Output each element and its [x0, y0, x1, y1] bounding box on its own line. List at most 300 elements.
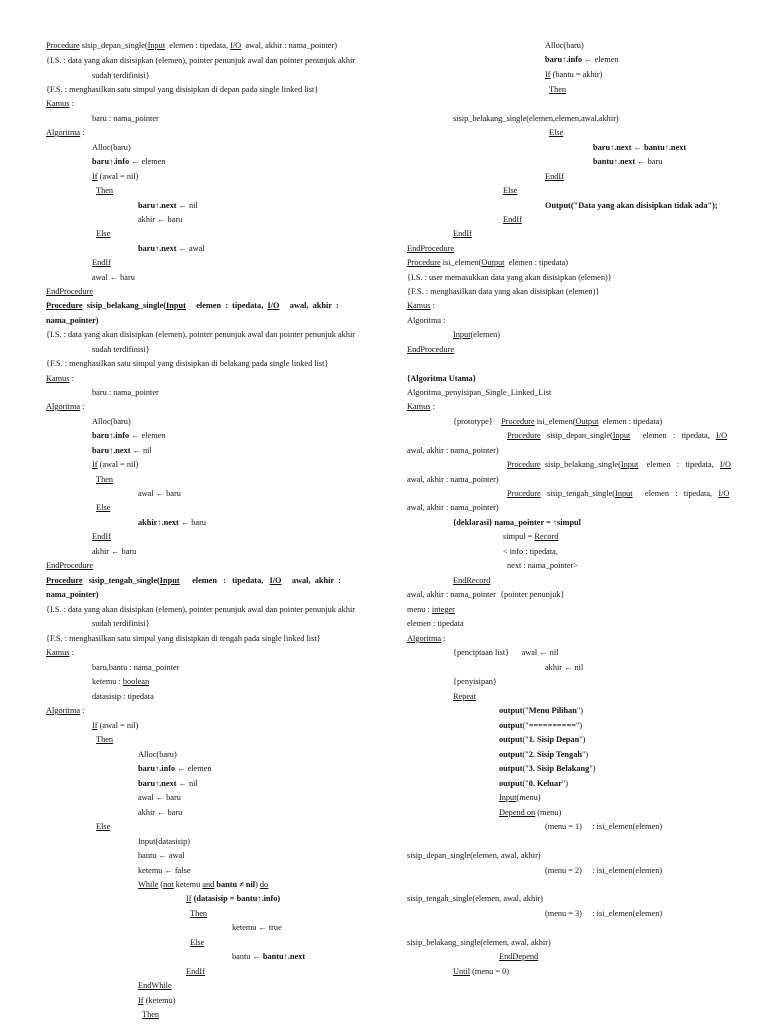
text-segment: ← nil: [176, 201, 198, 210]
left-column-line: [92, 157, 166, 167]
text-segment: ← nil: [130, 446, 152, 455]
right-column-line: [407, 244, 454, 254]
left-column-line: [138, 793, 181, 803]
text-segment: awal, akhir : nama_pointer): [407, 475, 499, 484]
text-segment: Kamus: [46, 374, 70, 383]
text-segment: output: [499, 750, 523, 759]
text-segment: :: [69, 99, 74, 108]
text-segment: sisip_belakang_single(elemen,elemen,awal,akhir): [453, 114, 619, 123]
text-segment: elemen : tipedata,: [185, 301, 268, 310]
text-segment: akhir ← nil: [545, 663, 584, 672]
text-segment: baru,bantu : nama_pointer: [92, 663, 180, 672]
text-segment: boolean: [122, 677, 150, 686]
left-column-line: [92, 692, 154, 702]
text-segment: If: [92, 721, 98, 730]
right-column-line: [545, 41, 584, 51]
right-column-line: [503, 547, 558, 557]
text-segment: elemen : tipedata): [504, 258, 569, 267]
text-segment: {F.S. : menghasilkan satu simpul yang disisipkan di depan pada single linked list}: [46, 85, 319, 94]
right-column-line: [407, 446, 499, 456]
right-column-line: [407, 590, 565, 600]
text-segment: sisip_depan_single(: [540, 431, 613, 440]
text-segment: sisip_tengah_single(: [540, 489, 616, 498]
text-segment: 2. Sisip Tengah: [528, 750, 582, 759]
left-column-line: [138, 764, 212, 774]
text-segment: Menu Pilihan: [528, 706, 577, 715]
right-column-line: [545, 55, 619, 65]
text-segment: ← awal: [176, 244, 205, 253]
text-segment: Output("Data yang akan disisipkan tidak ada");: [545, 201, 718, 210]
text-segment: :: [80, 128, 85, 137]
text-segment: ketemu: [173, 880, 203, 889]
text-segment: baru↑.next: [138, 779, 177, 788]
text-segment: Algoritma: [46, 706, 81, 715]
text-segment: Repeat: [453, 692, 477, 701]
right-column-line: [453, 677, 497, 687]
left-column-line: [92, 345, 150, 355]
right-column-line: [545, 909, 662, 919]
text-segment: (": [522, 779, 529, 788]
text-segment: If: [92, 460, 98, 469]
left-column-line: [92, 547, 136, 557]
right-column-line: [407, 634, 446, 644]
text-segment: elemen : tipedata,: [165, 41, 231, 50]
right-column-line: [499, 764, 595, 774]
text-segment: output: [499, 764, 523, 773]
text-segment: sudah terdifinisi}: [92, 71, 150, 80]
text-segment: EndIf: [92, 258, 111, 267]
text-segment: ): [255, 880, 260, 889]
text-segment: elemen : tipedata,: [632, 489, 719, 498]
right-column-line: [453, 417, 662, 427]
text-segment: Then: [96, 475, 114, 484]
left-column-line: [92, 677, 149, 687]
left-column-line: [92, 417, 131, 427]
text-segment: sisip_depan_single(: [79, 41, 148, 50]
right-column-line: [407, 475, 499, 485]
text-segment: Record: [534, 532, 559, 541]
right-column-line: [507, 561, 578, 571]
text-segment: (awal = nil): [97, 721, 139, 730]
text-segment: "): [581, 750, 589, 759]
right-column-line: [407, 402, 435, 412]
text-segment: not: [163, 880, 174, 889]
right-column-line: [407, 273, 612, 283]
text-segment: Then: [190, 909, 208, 918]
text-segment: 3. Sisip Belakang: [528, 764, 590, 773]
text-segment: awal, akhir : nama_pointer): [407, 503, 499, 512]
text-segment: EndProcedure: [407, 244, 454, 253]
text-segment: Output: [575, 417, 599, 426]
right-column-line: [407, 345, 454, 355]
left-column-line: [138, 981, 172, 991]
left-column-line: [138, 750, 177, 760]
right-column-line: [407, 605, 455, 615]
left-column-line: [186, 967, 205, 977]
right-column-line: [549, 128, 563, 138]
right-column-line: [407, 894, 543, 904]
text-segment: EndProcedure: [46, 561, 93, 570]
text-segment: Algoritma: [407, 634, 442, 643]
text-segment: "): [589, 764, 596, 773]
left-column-line: [138, 996, 176, 1006]
text-segment: Output: [481, 258, 505, 267]
right-column-line: [499, 779, 568, 789]
text-segment: Alloc(baru): [138, 750, 177, 759]
text-segment: EndWhile: [138, 981, 172, 990]
right-column-line: [453, 648, 558, 658]
left-column-line: [46, 648, 74, 658]
text-segment: bantu ≠ nil: [216, 880, 256, 889]
text-segment: Input(datasisip): [138, 837, 191, 846]
text-segment: akhir↑.next: [138, 518, 179, 527]
left-column-line: [92, 273, 135, 283]
left-column-line: [92, 663, 179, 673]
text-segment: EndRecord: [453, 576, 491, 585]
text-segment: {deklarasi} nama_pointer = ↑simpul: [453, 518, 581, 527]
text-segment: Input: [612, 431, 631, 440]
right-column-line: [545, 201, 718, 211]
text-segment: sisip_belakang_single(: [82, 301, 167, 310]
left-column-line: [46, 330, 355, 340]
text-segment: output: [499, 735, 523, 744]
text-segment: bantu↑.next: [643, 143, 687, 152]
text-segment: Input: [499, 793, 517, 802]
text-segment: {F.S. : menghasilkan satu simpul yang disisipkan di belakang pada single linked list}: [46, 359, 329, 368]
text-segment: Else: [190, 938, 205, 947]
right-column-line: [545, 822, 662, 832]
text-segment: nama_pointer): [46, 590, 99, 599]
text-segment: awal ← baru: [138, 793, 181, 802]
text-segment: I/O: [716, 431, 728, 440]
right-column-line: [549, 85, 566, 95]
left-column-line: [46, 706, 85, 716]
text-segment: ← elemen: [129, 157, 166, 166]
left-column-line: [46, 576, 341, 586]
text-segment: If: [138, 996, 144, 1005]
text-segment: EndProcedure: [407, 345, 454, 354]
right-column-line: [545, 172, 564, 182]
text-segment: Then: [142, 1010, 160, 1019]
right-column-line: [453, 229, 472, 239]
left-column-line: [138, 489, 181, 499]
left-column-line: [138, 779, 198, 789]
text-segment: EndIf: [453, 229, 472, 238]
left-column-line: [92, 388, 159, 398]
text-segment: {I.S. : data yang akan disisipkan (elemen), pointer penunjuk awal dan pointer penunjuk akhir: [46, 56, 356, 65]
text-segment: nama_pointer): [46, 316, 99, 325]
text-segment: menu :: [407, 605, 432, 614]
text-segment: Kamus: [407, 402, 431, 411]
text-segment: Input: [615, 489, 633, 498]
text-segment: isi_elemen(: [440, 258, 482, 267]
left-column-line: [46, 301, 339, 311]
text-segment: sudah terdifinisi}: [92, 345, 150, 354]
text-segment: EndIf: [503, 215, 522, 224]
left-column-line: [96, 229, 110, 239]
text-segment: baru↑.next: [138, 244, 177, 253]
text-segment: If: [545, 70, 551, 79]
text-segment: Input: [453, 330, 471, 339]
left-column-line: [92, 619, 150, 629]
left-column-line: [46, 41, 337, 51]
right-column-line: [407, 316, 445, 326]
text-segment: (bantu = akhir): [550, 70, 603, 79]
text-segment: EndDepend: [499, 952, 539, 961]
text-segment: sisip_belakang_single(elemen, awal, akhir): [407, 938, 551, 947]
text-segment: isi_elemen(: [534, 417, 576, 426]
text-segment: integer: [431, 605, 455, 614]
right-column-line: [407, 851, 541, 861]
right-column-line: [499, 808, 561, 818]
left-column-line: [92, 446, 152, 456]
text-segment: If: [186, 894, 192, 903]
text-segment: 1. Sisip Depan: [528, 735, 580, 744]
text-segment: :: [430, 402, 435, 411]
text-segment: Else: [96, 822, 111, 831]
text-segment: (menu = 1) : isi_elemen(elemen): [545, 822, 663, 831]
text-segment: akhir ← baru: [138, 215, 183, 224]
text-segment: Procedure: [46, 576, 83, 585]
text-segment: Procedure: [507, 431, 541, 440]
right-column-line: [499, 735, 585, 745]
text-segment: < info : tipedata,: [503, 547, 558, 556]
left-column-line: [46, 590, 99, 600]
text-segment: baru↑.info: [92, 157, 130, 166]
left-column-line: [92, 431, 166, 441]
text-segment: akhir ← baru: [138, 808, 183, 817]
text-segment: sisip_belakang_single(: [540, 460, 621, 469]
right-column-line: [453, 114, 619, 124]
right-column-line: [407, 388, 551, 398]
text-segment: (awal = nil): [97, 460, 139, 469]
text-segment: ← elemen: [582, 55, 619, 64]
text-segment: Algoritma: [46, 128, 81, 137]
left-column-line: [46, 402, 85, 412]
left-column-line: [138, 851, 185, 861]
text-segment: sisip_tengah_single(: [82, 576, 160, 585]
text-segment: ketemu :: [92, 677, 123, 686]
right-column-line: [453, 330, 500, 340]
text-segment: Input: [147, 41, 166, 50]
right-column-line: [503, 186, 517, 196]
text-segment: baru : nama_pointer: [92, 388, 159, 397]
text-segment: awal, akhir : nama_pointer): [241, 41, 338, 50]
text-segment: next : nama_pointer>: [507, 561, 579, 570]
text-segment: I/O: [230, 41, 242, 50]
text-segment: Depend on: [499, 808, 536, 817]
text-segment: EndIf: [545, 172, 564, 181]
right-column-line: [407, 619, 464, 629]
left-column-line: [142, 1010, 159, 1020]
text-segment: Procedure: [501, 417, 535, 426]
text-segment: Kamus: [46, 648, 70, 657]
text-segment: (awal = nil): [97, 172, 139, 181]
text-segment: Alloc(baru): [92, 417, 131, 426]
text-segment: baru : nama_pointer: [92, 114, 159, 123]
text-segment: Then: [549, 85, 567, 94]
text-segment: :: [430, 301, 435, 310]
text-segment: Then: [96, 735, 114, 744]
text-segment: awal ← baru: [138, 489, 181, 498]
text-segment: {I.S. : data yang akan disisipkan (elemen), pointer penunjuk awal dan pointer penunjuk akhir: [46, 605, 356, 614]
text-segment: baru↑.next: [593, 143, 632, 152]
text-segment: {I.S. : data yang akan disisipkan (elemen), pointer penunjuk awal dan pointer penunjuk akhir: [46, 330, 356, 339]
left-column-line: [92, 172, 138, 182]
left-column-line: [92, 258, 111, 268]
left-column-line: [138, 808, 182, 818]
text-segment: baru↑.next: [138, 201, 177, 210]
text-segment: Then: [96, 186, 114, 195]
text-segment: (": [522, 706, 529, 715]
text-segment: output: [499, 779, 523, 788]
text-segment: Procedure: [507, 460, 541, 469]
left-column-line: [96, 186, 113, 196]
text-segment: ← baru: [635, 157, 663, 166]
text-segment: (menu): [516, 793, 541, 802]
text-segment: {F.S. : menghasilkan satu simpul yang disisipkan di tengah pada single linked list}: [46, 634, 321, 643]
text-segment: ketemu ← false: [138, 866, 191, 875]
text-segment: Procedure: [46, 301, 83, 310]
left-column-line: [46, 99, 74, 109]
text-segment: I/O: [267, 301, 280, 310]
text-segment: Procedure: [407, 258, 441, 267]
text-segment: Procedure: [46, 41, 80, 50]
left-column-line: [96, 503, 110, 513]
left-column-line: [92, 71, 150, 81]
text-segment: (": [522, 764, 529, 773]
right-column-line: [503, 215, 522, 225]
text-segment: :: [80, 402, 85, 411]
text-segment: Algoritma: [46, 402, 81, 411]
right-column-line: [407, 938, 551, 948]
left-column-line: [46, 374, 74, 384]
text-segment: :: [69, 648, 74, 657]
text-segment: Kamus: [407, 301, 431, 310]
text-segment: elemen : tipedata: [407, 619, 464, 628]
text-segment: (datasisip = bantu↑.info): [193, 894, 281, 903]
text-segment: {Algoritma Utama}: [407, 374, 476, 383]
right-column-line: [407, 287, 599, 297]
text-segment: baru↑.info: [92, 431, 130, 440]
text-segment: awal, akhir : nama_pointer {pointer penunjuk}: [407, 590, 565, 599]
text-segment: "): [561, 779, 569, 788]
text-segment: While: [138, 880, 159, 889]
text-segment: (: [158, 880, 164, 889]
text-segment: datasisip : tipedata: [92, 692, 154, 701]
right-column-line: [499, 750, 588, 760]
right-column-line: [499, 706, 583, 716]
text-segment: bantu↑.next: [593, 157, 636, 166]
text-segment: ketemu ← true: [232, 923, 282, 932]
text-segment: Algoritma_penyisipan_Single_Linked_List: [407, 388, 552, 397]
left-column-line: [46, 56, 355, 66]
text-segment: I/O: [719, 460, 731, 469]
right-column-line: [507, 431, 727, 441]
text-segment: (": [522, 735, 529, 744]
left-column-line: [46, 316, 99, 326]
text-segment: (menu = 0): [470, 967, 510, 976]
left-column-line: [46, 85, 318, 95]
right-column-line: [593, 143, 686, 153]
left-column-line: [96, 735, 113, 745]
left-column-line: [46, 359, 328, 369]
text-segment: Kamus: [46, 99, 70, 108]
left-column-line: [92, 460, 138, 470]
text-segment: Procedure: [507, 489, 541, 498]
text-segment: 0. Keluar: [528, 779, 562, 788]
left-column-line: [232, 923, 282, 933]
text-segment: baru↑.info: [545, 55, 583, 64]
text-segment: Algoritma :: [407, 316, 446, 325]
left-column-line: [138, 244, 205, 254]
right-column-line: [453, 576, 490, 586]
text-segment: output: [499, 706, 523, 715]
text-segment: {F.S. : menghasilkan data yang akan disisipkan (elemen)}: [407, 287, 600, 296]
text-segment: Else: [549, 128, 564, 137]
text-segment: ← nil: [176, 779, 198, 788]
right-column-line: [503, 532, 558, 542]
text-segment: awal, akhir :: [281, 576, 341, 585]
text-segment: awal ← baru: [92, 273, 135, 282]
text-segment: (ketemu): [143, 996, 176, 1005]
text-segment: ← elemen: [129, 431, 166, 440]
right-column-line: [453, 692, 476, 702]
text-segment: "): [576, 706, 584, 715]
text-segment: (elemen): [470, 330, 500, 339]
left-column-line: [46, 634, 321, 644]
right-column-line: [453, 967, 509, 977]
text-segment: (menu = 3) : isi_elemen(elemen): [545, 909, 663, 918]
text-segment: ← baru: [178, 518, 206, 527]
text-segment: sisip_tengah_single(elemen, awal, akhir): [407, 894, 543, 903]
text-segment: {I.S. : user memasukkan data yang akan disisipkan (elemen)}: [407, 273, 612, 282]
text-segment: Input: [159, 576, 180, 585]
text-segment: I/O: [269, 576, 282, 585]
right-column-line: [499, 793, 540, 803]
text-segment: bantu↑.next: [262, 952, 306, 961]
text-segment: Else: [503, 186, 518, 195]
text-segment: :: [80, 706, 85, 715]
left-column-line: [186, 894, 280, 904]
text-segment: elemen : tipedata,: [179, 576, 270, 585]
left-column-line: [138, 215, 182, 225]
text-segment: simpul =: [503, 532, 535, 541]
text-segment: ==========: [528, 721, 576, 730]
text-segment: akhir ← baru: [92, 547, 137, 556]
text-segment: "): [575, 721, 583, 730]
text-segment: bantu ←: [232, 952, 263, 961]
text-segment: bantu ← awal: [138, 851, 185, 860]
text-segment: elemen : tipedata): [598, 417, 663, 426]
text-segment: baru↑.next: [92, 446, 131, 455]
left-column-line: [232, 952, 305, 962]
text-segment: {penciptaan list} awal ← nil: [453, 648, 559, 657]
right-column-line: [593, 157, 662, 167]
left-column-line: [138, 837, 190, 847]
text-segment: {penyisipan}: [453, 677, 497, 686]
right-column-line: [545, 663, 583, 673]
left-column-line: [138, 866, 191, 876]
text-segment: EndProcedure: [46, 287, 93, 296]
text-segment: If: [92, 172, 98, 181]
right-column-line: [499, 721, 582, 731]
text-segment: I/O: [718, 489, 730, 498]
text-segment: {prototype}: [453, 417, 502, 426]
text-segment: Until: [453, 967, 471, 976]
left-column-line: [46, 561, 93, 571]
text-segment: Input: [620, 460, 639, 469]
